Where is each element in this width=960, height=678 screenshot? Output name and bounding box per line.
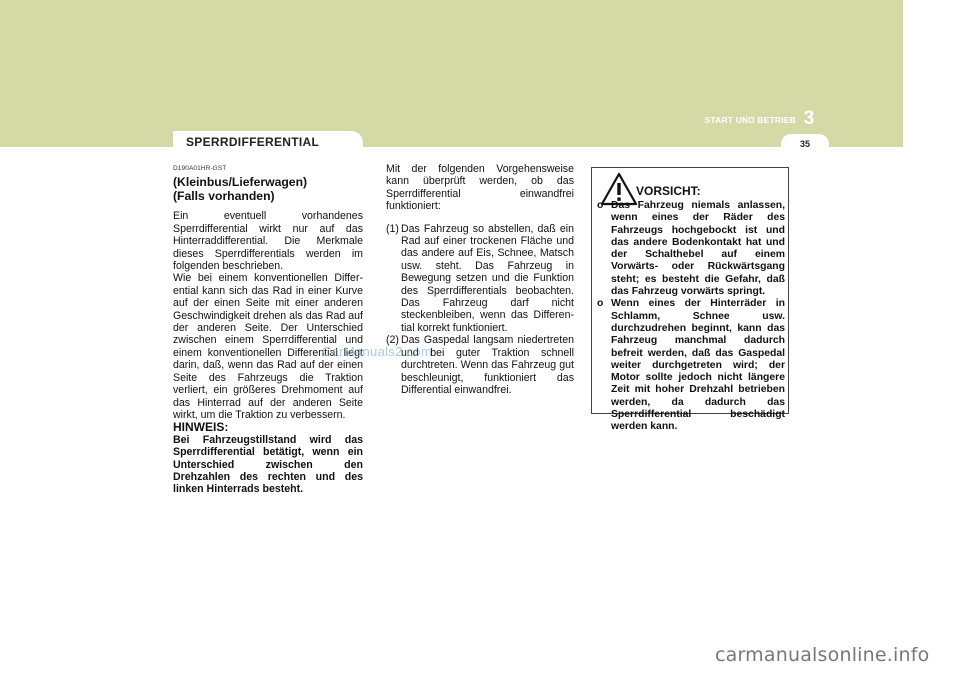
header-margin — [903, 0, 960, 147]
warning-text: Wenn eines der Hinterräder in Schlamm, Schnee usw. durchzudrehen beginnt, kann das Fahrzeug manchmal dadurch befreit werden, daß das Gaspedal weiter durchgetreten wird; der Motor sollte jedoch nicht längere Zeit mit hoher Drehzahl betrieben werden, da dadurch das Sperrdifferential beschädigt werden kann. — [611, 298, 785, 433]
subheading-availability: (Falls vorhanden) — [173, 189, 275, 204]
warning-bullet: o — [597, 200, 604, 211]
note-body: Bei Fahrzeugstillstand wird das Sperrdifferential betätigt, wenn ein Unterschied zwischen den Drehzahlen des rechten und des linken Hinterrads besteht. — [173, 433, 363, 496]
watermark-overlay: CarManuals2.com — [322, 344, 432, 359]
procedure-step-text: Das Gaspedal langsam niedertreten und bei guter Traktion schnell durchtreten. Wenn das Fahrzeug gut beschleunigt, funktioniert das Differential einwandfrei. — [401, 334, 574, 396]
procedure-step-number: (1) — [386, 222, 399, 235]
warning-list — [597, 200, 785, 434]
warning-text: Das Fahrzeug niemals anlassen, wenn eines der Räder des Fahrzeugs hochgebockt ist und das andere Bodenkontakt hat und der Schalthebel auf einem Vorwärts- oder Rückwärtsgang steht; es besteht die Gefahr, daß das Fahrzeug vorwärts springt. — [611, 200, 785, 298]
warning-title: VORSICHT: — [636, 184, 701, 198]
warning-item — [597, 200, 785, 298]
paragraph-intro: Ein eventuell vorhandenes Sperrdifferential wirkt nur auf das Hinterraddifferential. Die Merkmale dieses Sperrdifferentials werden im folgenden beschrieben. — [173, 210, 363, 273]
section-code: D190A01HR-GST — [173, 165, 227, 172]
note-title: HINWEIS: — [173, 420, 229, 435]
chapter-title: START UND BETRIEB — [704, 115, 796, 125]
warning-bullet: o — [597, 298, 604, 310]
page-number: 35 — [799, 139, 810, 149]
procedure-step-text: Das Fahrzeug so abstellen, daß ein Rad auf einer trockenen Fläche und das andere auf Eis, Schnee, Matsch usw. steht. Das Fahrzeug in Bewegung setzen und die Funktion des Sperrdifferentials beobachten. Das Fahrzeug darf nicht steckenbleiben, wenn das Differen-tial korrekt funktioniert. — [401, 222, 574, 334]
procedure-step — [386, 223, 574, 335]
watermark-footer: carmanualsonline.info — [715, 644, 930, 666]
section-title: SPERRDIFFERENTIAL — [186, 135, 320, 149]
warning-item — [597, 298, 785, 433]
subheading-vehicle: (Kleinbus/Lieferwagen) — [173, 175, 308, 190]
procedure-step-number: (2) — [386, 334, 399, 347]
left-column — [173, 163, 363, 496]
procedure-intro: Mit der folgenden Vorgehensweise kann überprüft werden, ob das Sperrdifferential einwandfrei funktioniert: — [386, 163, 574, 213]
paragraph-description: Wie bei einem konventionellen Differ-ential kann sich das Rad in einer Kurve auf der einen Seite mit einer anderen Geschwindigkeit drehen als das Rad auf der anderen Seite. Der Unterschied zwischen einem Sperrdifferential und einem konventionellen Differential liegt darin, daß, wenn das Rad auf der einen Seite des Fahrzeugs die Traktion verliert, ein größeres Drehmoment auf das Hinterrad auf der anderen Seite wirkt, um die Traktion zu verbessern. — [173, 272, 363, 421]
chapter-number: 3 — [803, 108, 815, 129]
middle-column — [386, 163, 574, 396]
